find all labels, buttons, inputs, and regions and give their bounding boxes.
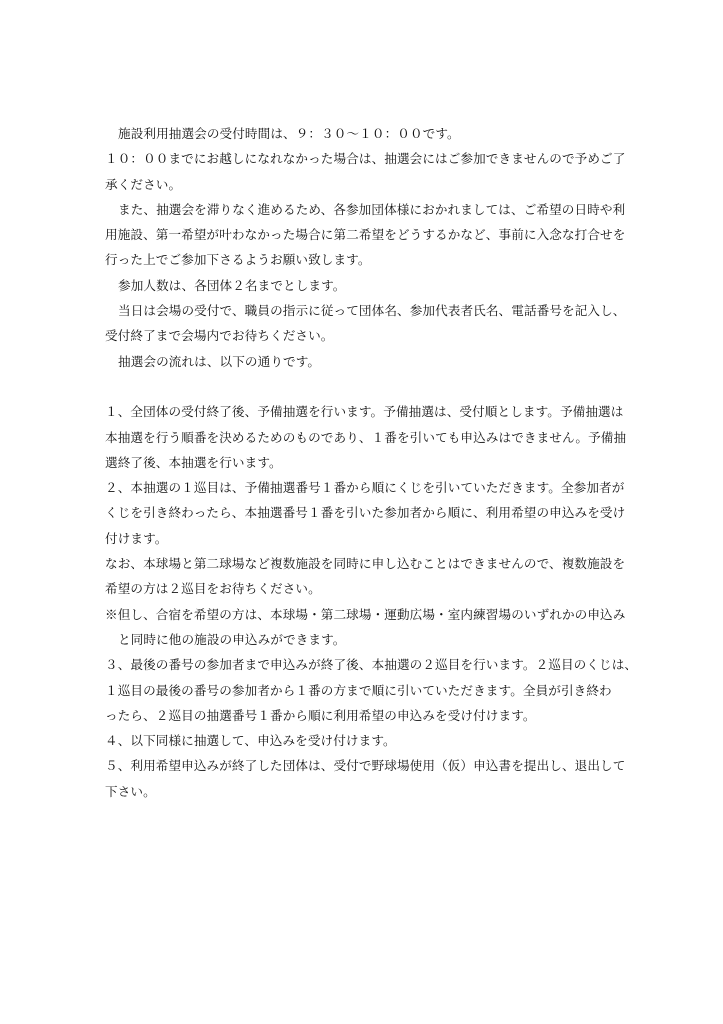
intro-section bbox=[105, 121, 625, 374]
step-line: ３、最後の番号の参加者まで申込みが終了後、本抽選の２巡目を行います。２巡目のくじは、 bbox=[105, 657, 638, 673]
step-line: ４、以下同様に抽選して、申込みを受け付けます。 bbox=[105, 733, 396, 749]
intro-line: 行った上でご参加下さるようお願い致します。 bbox=[105, 252, 371, 268]
step-line: 希望の方は２巡目をお待ちください。 bbox=[105, 581, 321, 597]
intro-line: 受付終了まで会場内でお待ちください。 bbox=[105, 328, 334, 344]
intro-line: また、抽選会を滞りなく進めるため、各参加団体様におかれましては、ご希望の日時や利 bbox=[118, 201, 626, 217]
step-line: １、全団体の受付終了後、予備抽選を行います。予備抽選は、受付順とします。予備抽選は bbox=[105, 404, 624, 420]
step-line: なお、本球場と第二球場など複数施設を同時に申し込むことはできませんので、複数施設を bbox=[105, 556, 626, 572]
step-line: くじを引き終わったら、本抽選番号１番を引いた参加者から順に、利用希望の申込みを受け bbox=[105, 505, 626, 521]
intro-line: 施設利用抽選会の受付時間は、９：３０～１０：００です。 bbox=[118, 126, 460, 141]
intro-line: 抽選会の流れは、以下の通りです。 bbox=[118, 353, 321, 369]
steps-section bbox=[105, 399, 638, 804]
note-line: と同時に他の施設の申込みができます。 bbox=[118, 631, 346, 647]
intro-line: 用施設、第一希望が叶わなかった場合に第二希望をどうするかなど、事前に入念な打合せを bbox=[105, 227, 626, 243]
intro-line: 参加人数は、各団体２名までとします。 bbox=[118, 277, 346, 293]
step-line: 選終了後、本抽選を行います。 bbox=[105, 454, 282, 470]
step-line: 付けます。 bbox=[105, 530, 168, 546]
step-line: １巡目の最後の番号の参加者から１番の方まで順に引いていただきます。全員が引き終わ bbox=[105, 682, 612, 698]
document-body bbox=[105, 121, 638, 804]
intro-line: 承ください。 bbox=[105, 176, 182, 192]
note-line: ※但し、合宿を希望の方は、本球場・第二球場・運動広場・室内練習場のいずれかの申込み bbox=[105, 606, 626, 622]
intro-line: １０：００までにお越しになれなかった場合は、抽選会にはご参加できませんので予めご了 bbox=[105, 151, 626, 167]
step-line: ２、本抽選の１巡目は、予備抽選番号１番から順にくじを引いていただきます。全参加者が bbox=[105, 480, 625, 496]
step-line: ったら、２巡目の抽選番号１番から順に利用希望の申込みを受け付けます。 bbox=[105, 707, 536, 723]
step-line: 本抽選を行う順番を決めるためのものであり、１番を引いても申込みはできません。予備抽 bbox=[105, 429, 627, 445]
step-line: ５、利用希望申込みが終了した団体は、受付で野球場使用（仮）申込書を提出し、退出して bbox=[105, 758, 626, 774]
step-line: 下さい。 bbox=[105, 783, 156, 799]
intro-line: 当日は会場の受付で、職員の指示に従って団体名、参加代表者氏名、電話番号を記入し、 bbox=[118, 303, 626, 319]
paragraph-spacer bbox=[105, 374, 625, 399]
